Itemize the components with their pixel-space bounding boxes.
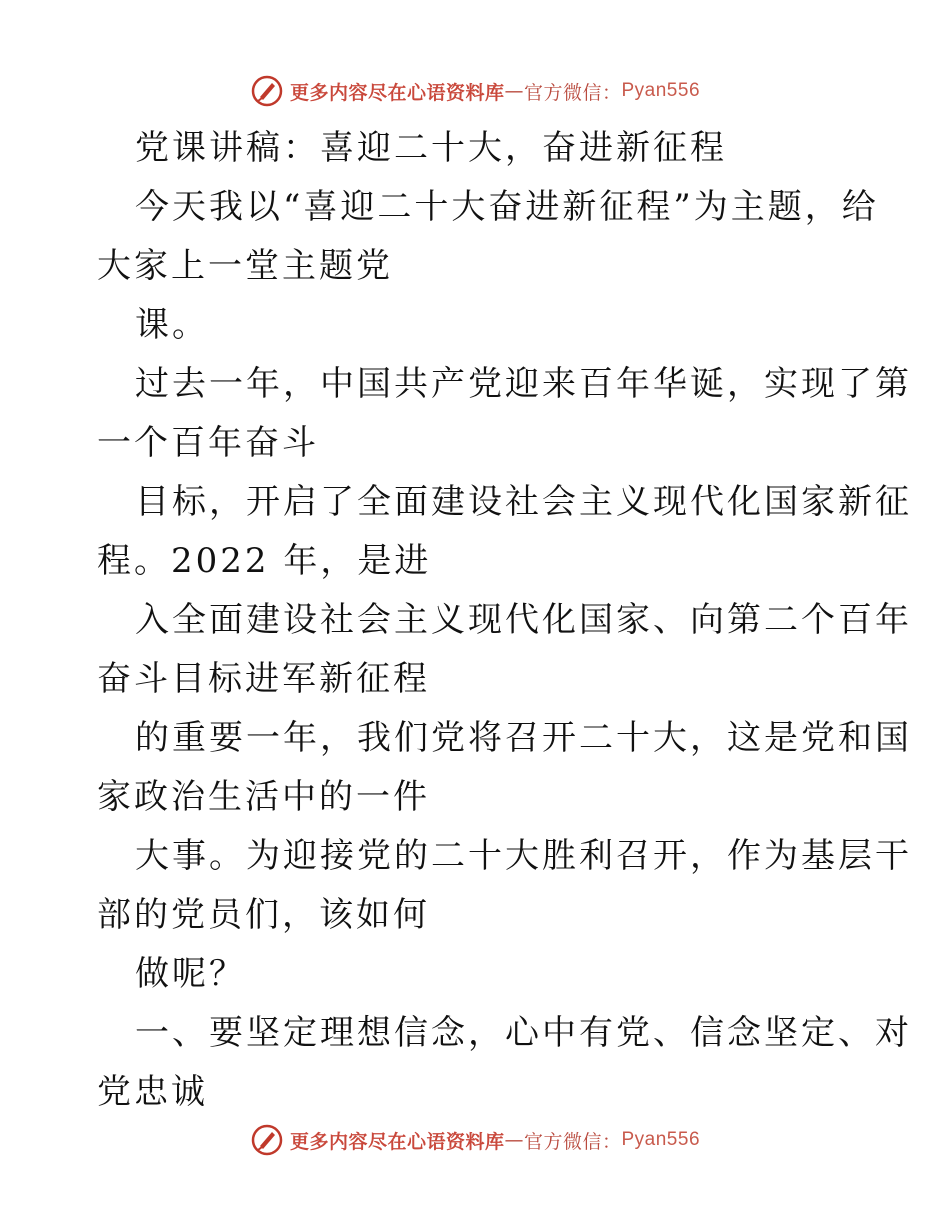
text-line: 过去一年，中国共产党迎来百年华诞，实现了第 <box>135 364 912 404</box>
text-line: 今天我以“喜迎二十大奋进新征程”为主题，给 <box>135 187 879 227</box>
watermark-wechat-id: Pyan556 <box>621 80 701 101</box>
text-line: 大事。为迎接党的二十大胜利召开，作为基层干 <box>135 836 912 876</box>
text-line: 奋斗目标进军新征程 <box>97 659 430 699</box>
text-line: 一个百年奋斗 <box>97 423 319 463</box>
text-line: 课。 <box>135 305 209 345</box>
text-line: 党忠诚 <box>97 1072 208 1112</box>
watermark-wechat-id: Pyan556 <box>621 1129 701 1150</box>
header-watermark <box>0 71 950 111</box>
watermark-dash: — <box>504 80 524 102</box>
brand-logo-icon <box>250 1123 284 1157</box>
text-line: 一、要坚定理想信念，心中有党、信念坚定、对 <box>135 1013 912 1053</box>
watermark-dash: — <box>504 1129 524 1151</box>
text-line: 党课讲稿：喜迎二十大，奋进新征程 <box>135 128 727 168</box>
text-line: 做呢？ <box>135 954 246 994</box>
text-line: 大家上一堂主题党 <box>97 246 393 286</box>
text-line: 目标，开启了全面建设社会主义现代化国家新征 <box>135 482 912 522</box>
watermark-suffix: 官方微信： <box>523 81 622 104</box>
text-line: 程。2022 年，是进 <box>97 541 432 581</box>
text-line: 入全面建设社会主义现代化国家、向第二个百年 <box>135 600 912 640</box>
text-line: 家政治生活中的一件 <box>97 777 430 817</box>
watermark-prefix: 更多内容尽在心语资料库 <box>289 81 505 104</box>
brand-logo-icon <box>250 74 284 108</box>
text-line: 的重要一年，我们党将召开二十大，这是党和国 <box>135 718 912 758</box>
text-line: 部的党员们，该如何 <box>97 895 430 935</box>
watermark-prefix: 更多内容尽在心语资料库 <box>289 1130 505 1153</box>
document-body <box>97 119 912 1122</box>
watermark-suffix: 官方微信： <box>523 1130 622 1153</box>
footer-watermark <box>0 1120 950 1160</box>
